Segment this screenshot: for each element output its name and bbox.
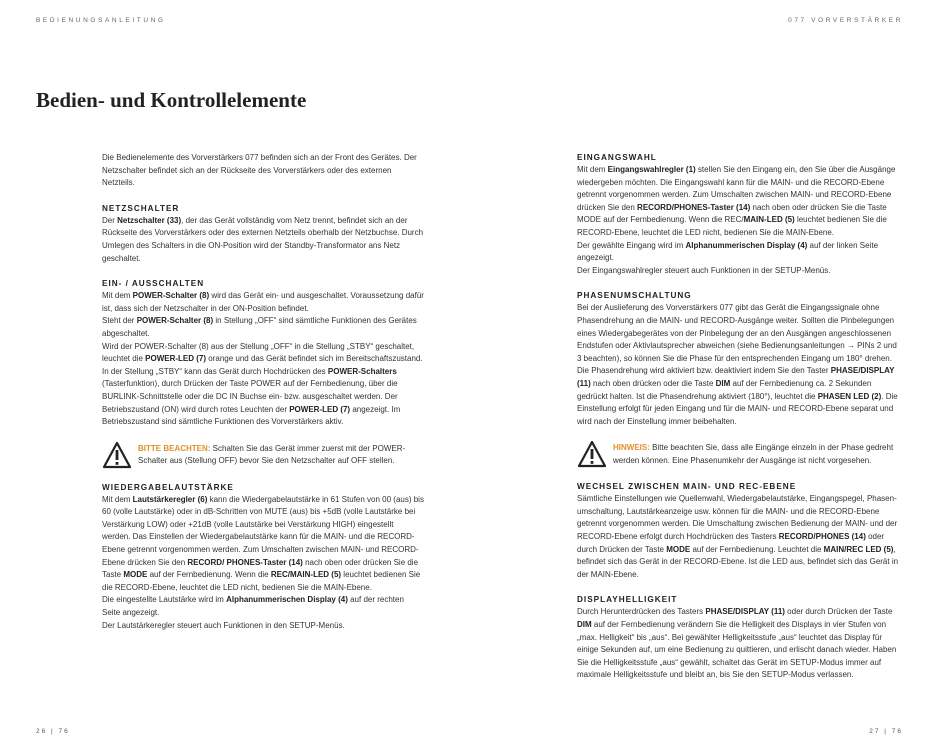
heading-phasenumschaltung: PHASENUMSCHALTUNG: [577, 291, 692, 301]
running-header-right: 077 VORVERSTÄRKER: [788, 17, 903, 24]
heading-ein-ausschalten: EIN- / AUSSCHALTEN: [102, 279, 205, 289]
running-header-left: BEDIENUNGSANLEITUNG: [36, 17, 166, 24]
warning-triangle-icon: [102, 441, 132, 469]
heading-eingangswahl: EINGANGSWAHL: [577, 153, 657, 162]
right-column: [577, 152, 903, 682]
eingang-paragraph-1: Mit dem Eingangswahlregler (1) stellen Sie den Eingang ein, den Sie über die Ausgänge wiedergeben möchten. Die Eingangswahl kann für die MAIN- und die RECORD-Ebene getrennt vorgenommen werden. Zum Umschalten zwischen MAIN- und RECORD-Ebene drücken Sie den RECORD/PHONES-Taster (14) nach oben oder drücken Sie die Taste MODE auf der Fernbedienung. Wenn die REC/MAIN-LED (5) leuchtet bedienen Sie die RECORD-Ebene, leuchtet die LED nicht, bedienen Sie die MAIN-Ebene.: [577, 165, 896, 237]
ein-paragraph-3: Wird der POWER-Schalter (8) aus der Stellung „OFF“ in die Stellung „STBY“ geschaltet, leuchtet die POWER-LED (7) orange und das Gerät befindet sich im Bereitschaftszustand. In der Stellung „STBY“ kann das Gerät durch Hochdrücken des POWER-Schalters (Tasterfunktion), durch Drücken der Taste POWER auf der Fernbedienung, über die BURLINK-Schnittstelle oder die DC IN Buchse ein- bzw. ausgeschaltet werden. Der Betriebszustand (ON) wird durch rotes Leuchten der POWER-LED (7) angezeigt. Im Betriebszustand sind sämtliche Funktionen des Vorverstärkers aktiv.: [102, 341, 423, 427]
display-paragraph: Durch Herunterdrücken des Tasters PHASE/DISPLAY (11) oder durch Drücken der Taste DIM auf der Fernbedienung verändern Sie die Helligkeit des Displays in vier Stufen von „max. Helligkeit“ bis „aus“. Bei gewählter Helligkeitsstufe „aus“ leuchtet das Display für einige Sekunden auf, um eine Bedienung zu quittieren, und erlischt danach wieder. Haben Sie die Helligkeitsstufe „aus“ gewählt, schaltet das Gerät im SETUP-Modus immer auf maximale Helligkeitsstufe und bleibt an, bis Sie den SETUP-Modus verlassen.: [577, 607, 897, 680]
page-title: Bedien- und Kontrollelemente: [36, 88, 307, 112]
heading-displayhelligkeit: DISPLAYHELLIGKEIT: [577, 595, 678, 605]
eingang-paragraph-3: Der Eingangswahlregler steuert auch Funktionen in der SETUP-Menüs.: [577, 265, 831, 275]
warning-text: BITTE BEACHTEN: Schalten Sie das Gerät immer zuerst mit der POWER-Schalter aus (Stellung OFF) bevor Sie den Netzschalter auf OFF stellen.: [138, 443, 406, 466]
warning-box: [102, 443, 424, 469]
ein-paragraph-1: Mit dem POWER-Schalter (8) wird das Gerät ein- und ausgeschaltet. Voraussetzung dafür ist, dass sich der Netzschalter in der ON-Position befindet.: [102, 291, 424, 313]
eingang-paragraph-2: Der gewählte Eingang wird im Alphanummerischen Display (4) auf der linken Seite angezeigt.: [577, 240, 879, 263]
warning-triangle-icon: [577, 440, 607, 468]
page-number-left: 26 | 76: [36, 728, 70, 735]
left-column: [102, 152, 424, 632]
heading-wechsel: WECHSEL ZWISCHEN MAIN- UND REC-EBENE: [577, 482, 797, 492]
wiedergabe-paragraph-3: Der Lautstärkeregler steuert auch Funktionen in den SETUP-Menüs.: [102, 620, 345, 630]
wiedergabe-paragraph-1: Mit dem Lautstärkeregler (6) kann die Wiedergabelautstärke in 61 Stufen von 00 (aus) bis 60 (volle Lautstärke) oder in dB-Schritten von MUTE (aus) bis +5dB (volle Lautstärke bei Verstärkung LOW) oder +21dB (volle Lautstärke bei Verstärkung HIGH) eingestellt werden. Das Einstellen der Wiedergabelautstärke kann für die MAIN- und die RECORD-Ebene getrennt vorgenommen werden. Zum Umschalten zwischen MAIN- und RECORD-Ebene drücken Sie den RECORD/ PHONES-Taster (14) nach oben oder drücken Sie die Taste MODE auf der Fernbedienung. Wenn die REC/MAIN-LED (5) leuchtet bedienen Sie die RECORD-Ebene, leuchtet die LED nicht, bedienen Sie die MAIN-Ebene.: [102, 494, 424, 592]
wechsel-paragraph: Sämtliche Einstellungen wie Quellenwahl, Wiedergabelautstärke, Eingangspegel, Phasen-umschaltung, Lautstärkeanzeige usw. können für die MAIN- und die RECORD-Ebene getrennt vorgenommen werden. Die Umschaltung zwischen Bedienung der MAIN- und der RECORD-Ebene erfolgt durch Hochdrücken des Tasters RECORD/PHONES (14) oder durch Drücken der Taste MODE auf der Fernbedienung. Leuchtet die MAIN/REC LED (5), befindet sich das Gerät in der RECORD-Ebene. Ist die LED aus, befindet sich das Gerät in der MAIN-Ebene.: [577, 494, 899, 579]
netzschalter-paragraph: Der Netzschalter (33), der das Gerät vollständig vom Netz trennt, befindet sich an der Rückseite des Vorverstärkers oder des externen Netzteils oberhalb der Netzbuchse. Durch Umlegen des Schalters in die ON-Position wird der Standby-Transformator ans Netz geschaltet.: [102, 215, 424, 263]
ein-paragraph-2: Steht der POWER-Schalter (8) in Stellung „OFF“ sind sämtliche Funktionen des Gerätes abgeschaltet.: [102, 316, 417, 338]
heading-wiedergabelautstaerke: WIEDERGABELAUTSTÄRKE: [102, 482, 234, 492]
hint-box: [577, 442, 903, 468]
phase-paragraph: Bei der Auslieferung des Vorverstärkers 077 gibt das Gerät die Eingangssignale ohne Phasendrehung an die MAIN- und RECORD-Ausgänge weiter. Sollten die Pinbelegungen eines Wiedergabegerätes von der Pinbelegung der an den Ausgängen angeschlossenen Endstufen oder Aktivlautsprecher abweichen (siehe Bedienungsanleitungen → PINs 2 und 3 beachten), so können Sie die Phase für den entsprechenden Eingang um 180° drehen. Die Phasendrehung wird aktiviert bzw. deaktiviert indem Sie den Taster PHASE/DISPLAY (11) nach oben drücken oder die Taste DIM auf der Fernbedienung ca. 2 Sekunden gedrückt halten. Ist die Phasendrehung aktiviert (180°), leuchtet die PHASEN LED (2). Die Einstellung erfolgt für jeden Eingang und für die MAIN- und RECORD-Ebene separat und wird nach der Einstellung immer beibehalten.: [577, 303, 898, 426]
heading-netzschalter: NETZSCHALTER: [102, 203, 180, 213]
wiedergabe-paragraph-2: Die eingestellte Lautstärke wird im Alphanummerischen Display (4) auf der rechten Seite angezeigt.: [102, 595, 404, 618]
page-number-right: 27 | 76: [869, 728, 903, 735]
intro-paragraph: Die Bedienelemente des Vorverstärkers 077 befinden sich an der Front des Gerätes. Der Netzschalter befindet sich an der Rückseite des Vorverstärkers oder des externen Netzteils.: [102, 153, 417, 188]
hint-text: HINWEIS: Bitte beachten Sie, dass alle Eingänge einzeln in der Phase gedreht werden können. Eine Phasenumkehr der Ausgänge ist nicht vorgesehen.: [613, 443, 894, 465]
